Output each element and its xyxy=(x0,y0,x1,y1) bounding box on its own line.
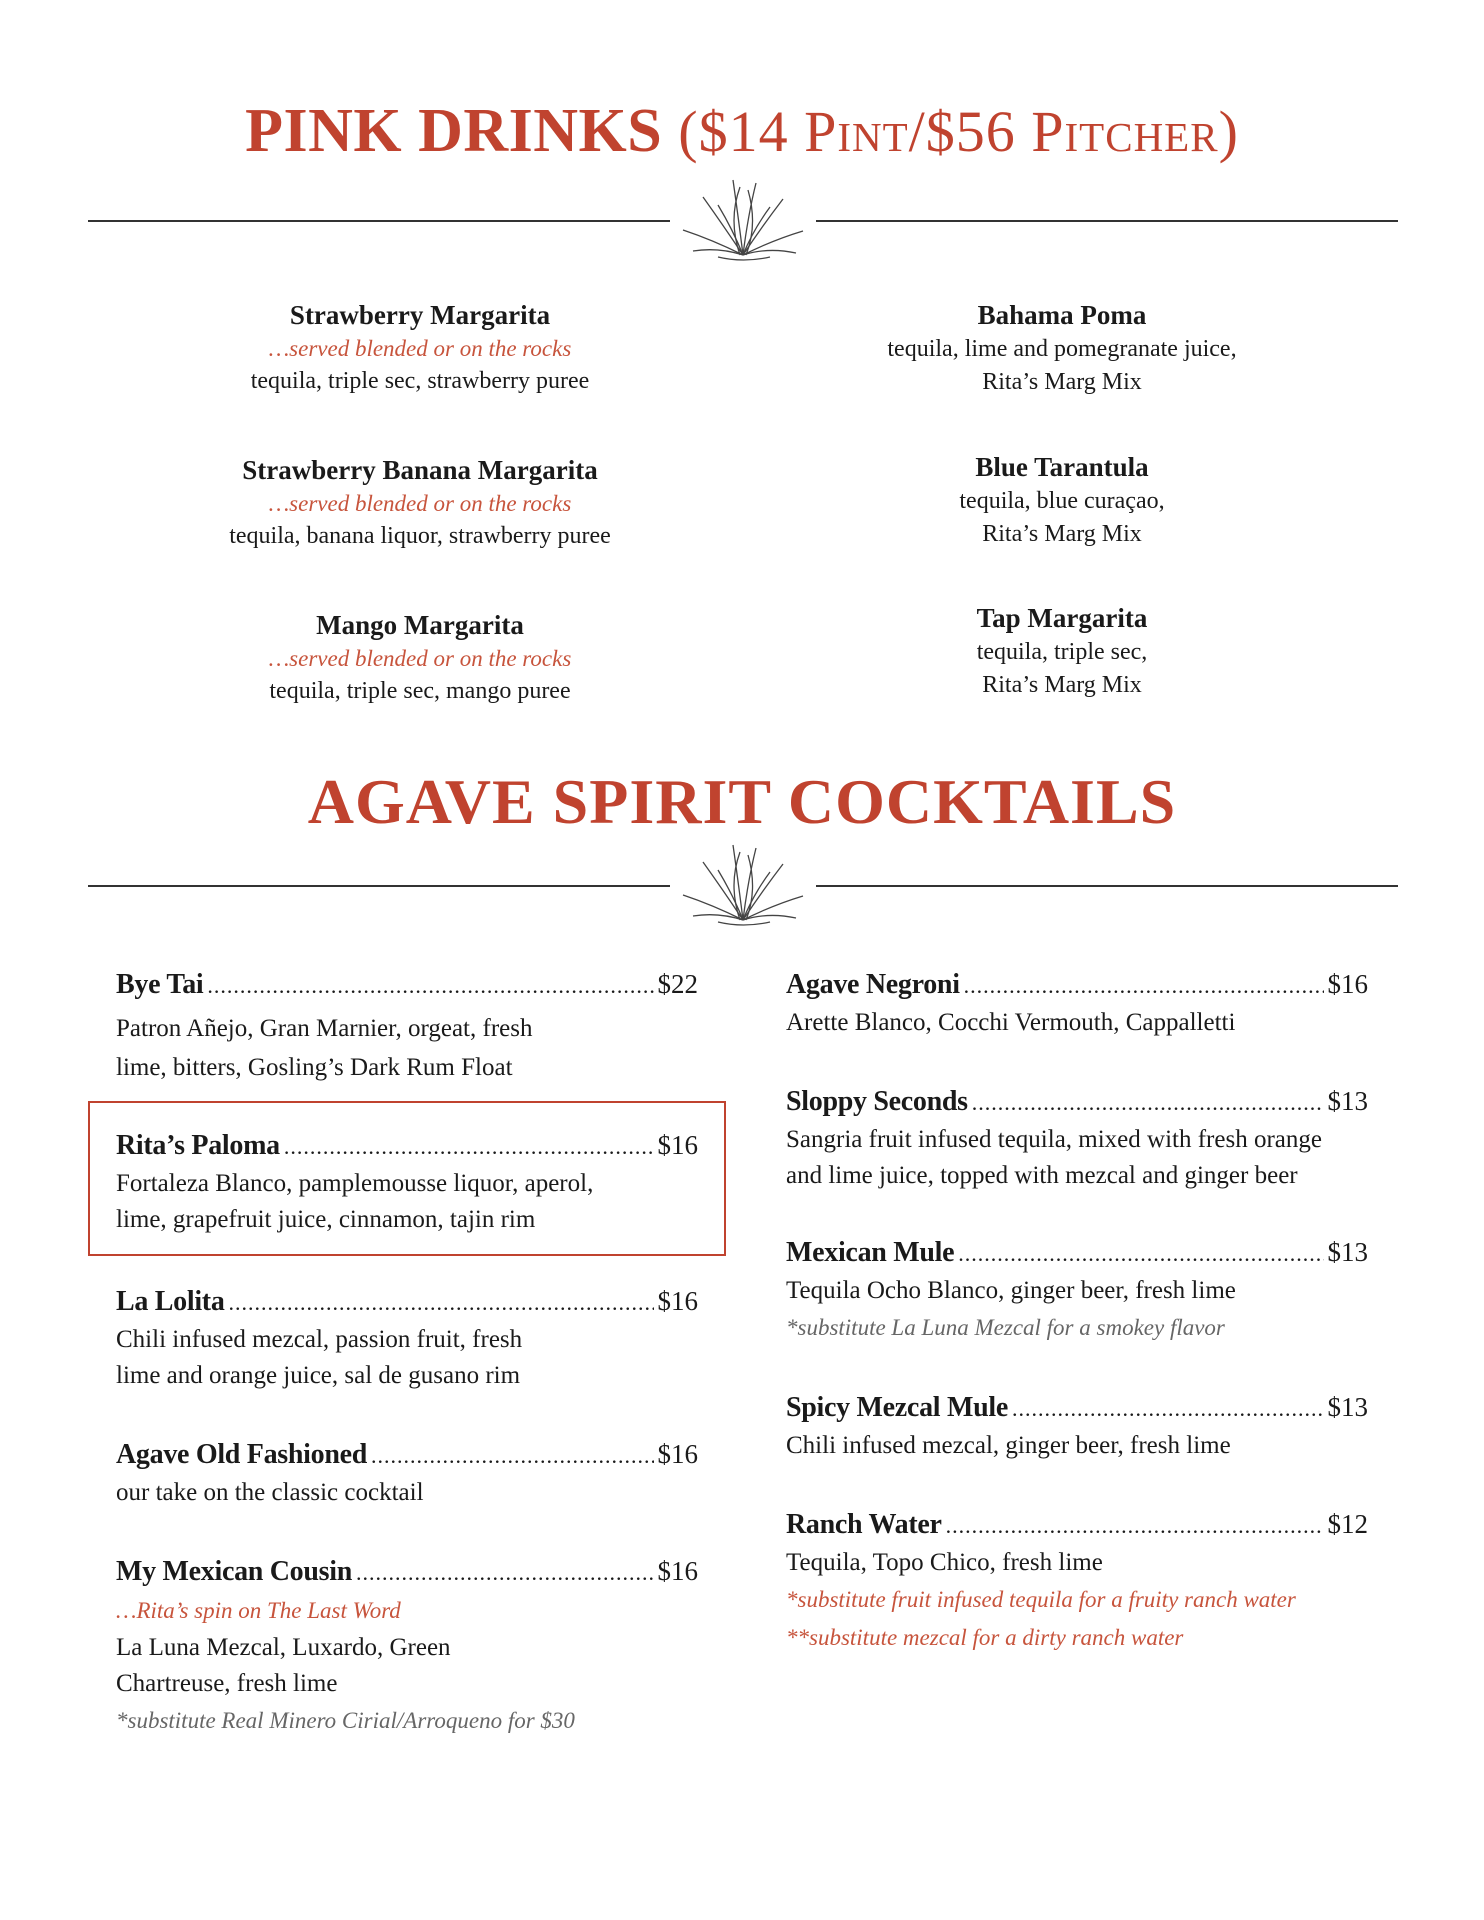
agave-plant-icon xyxy=(678,840,808,930)
item-description: tequila, banana liquor, strawberry puree xyxy=(229,523,611,549)
menu-item xyxy=(786,1233,1368,1347)
item-name: Ranch Water xyxy=(786,1509,942,1540)
item-name: La Lolita xyxy=(116,1286,225,1317)
dot-leader xyxy=(207,967,653,1005)
item-name: My Mexican Cousin xyxy=(116,1556,353,1587)
section-divider xyxy=(88,840,1398,930)
menu-item xyxy=(782,449,1342,551)
item-name: Strawberry Margarita xyxy=(289,300,551,330)
item-description: Chartreuse, fresh lime xyxy=(116,1670,338,1697)
dot-leader xyxy=(1012,1390,1324,1428)
menu-item xyxy=(116,1126,698,1238)
item-name: Bye Tai xyxy=(116,969,204,1000)
item-name: Blue Tarantula xyxy=(975,452,1149,482)
item-price: $13 xyxy=(1327,1392,1368,1422)
pink-drinks-title xyxy=(0,96,1484,167)
menu-item xyxy=(140,452,700,553)
divider-line-right xyxy=(816,220,1398,222)
item-name: Agave Old Fashioned xyxy=(116,1439,368,1470)
item-description: and lime juice, topped with mezcal and ginger beer xyxy=(786,1162,1298,1189)
agave-plant-icon xyxy=(678,175,808,265)
dot-leader xyxy=(958,1235,1323,1273)
item-name: Tap Margarita xyxy=(976,603,1148,633)
dot-leader xyxy=(964,967,1324,1005)
item-note: …served blended or on the rocks xyxy=(268,646,572,671)
divider-line-left xyxy=(88,885,670,887)
item-note: …served blended or on the rocks xyxy=(268,491,572,516)
dot-leader xyxy=(946,1507,1324,1545)
item-description: lime and orange juice, sal de gusano rim xyxy=(116,1362,521,1389)
menu-item xyxy=(782,297,1342,399)
menu-item xyxy=(116,1282,698,1394)
item-price: $13 xyxy=(1327,1237,1368,1267)
item-description: Chili infused mezcal, passion fruit, fresh xyxy=(116,1326,523,1353)
dot-leader xyxy=(284,1128,654,1166)
divider-line-right xyxy=(816,885,1398,887)
item-description: Patron Añejo, Gran Marnier, orgeat, fresh xyxy=(116,1015,533,1042)
menu-item xyxy=(140,607,700,708)
item-description: tequila, triple sec, xyxy=(976,639,1148,665)
item-note: …served blended or on the rocks xyxy=(268,336,572,361)
menu-item xyxy=(786,1082,1368,1194)
item-substitution: *substitute fruit infused tequila for a fruity ranch water xyxy=(786,1587,1296,1612)
item-description: tequila, blue curaçao, xyxy=(959,488,1165,514)
item-price: $22 xyxy=(657,969,698,999)
item-description: Fortaleza Blanco, pamplemousse liquor, aperol, xyxy=(116,1170,594,1197)
dot-leader xyxy=(356,1554,653,1592)
item-name: Strawberry Banana Margarita xyxy=(242,455,598,485)
agave-cocktails-title: AGAVE SPIRIT COCKTAILS xyxy=(307,766,1177,837)
item-price: $16 xyxy=(657,1556,698,1586)
item-substitution: *substitute La Luna Mezcal for a smokey flavor xyxy=(786,1315,1225,1340)
menu-item xyxy=(786,1505,1368,1657)
item-name: Agave Negroni xyxy=(786,969,960,1000)
menu-item xyxy=(116,1552,698,1740)
item-description: La Luna Mezcal, Luxardo, Green xyxy=(116,1634,451,1661)
item-price: $16 xyxy=(657,1286,698,1316)
item-description: Arette Blanco, Cocchi Vermouth, Cappalletti xyxy=(786,1009,1236,1036)
item-name: Mexican Mule xyxy=(786,1237,955,1268)
item-description: tequila, triple sec, mango puree xyxy=(269,678,571,704)
item-name: Spicy Mezcal Mule xyxy=(786,1392,1008,1423)
menu-item xyxy=(140,297,700,398)
item-name: Mango Margarita xyxy=(316,610,524,640)
menu-item xyxy=(116,965,698,1087)
pink-drinks-pricing: ($14 Pint/$56 Pitcher) xyxy=(678,99,1239,164)
item-price: $16 xyxy=(657,1130,698,1160)
item-description: tequila, triple sec, strawberry puree xyxy=(250,368,590,394)
item-description: tequila, lime and pomegranate juice, xyxy=(887,336,1237,362)
menu-item xyxy=(116,1435,698,1511)
item-substitution: *substitute Real Minero Cirial/Arroqueno for $30 xyxy=(116,1708,575,1733)
item-price: $12 xyxy=(1327,1509,1368,1539)
menu-item xyxy=(782,600,1342,702)
item-description: Rita’s Marg Mix xyxy=(982,521,1142,547)
dot-leader xyxy=(972,1084,1324,1122)
item-description: Tequila, Topo Chico, fresh lime xyxy=(786,1549,1103,1576)
item-price: $16 xyxy=(657,1439,698,1469)
section-divider xyxy=(88,175,1398,265)
item-name: Rita’s Paloma xyxy=(116,1130,280,1161)
item-description: Tequila Ocho Blanco, ginger beer, fresh lime xyxy=(786,1277,1236,1304)
item-description: our take on the classic cocktail xyxy=(116,1479,424,1506)
item-note: …Rita’s spin on The Last Word xyxy=(116,1598,401,1623)
pink-drinks-heading: PINK DRINKS xyxy=(245,97,663,165)
item-name: Bahama Poma xyxy=(977,300,1147,330)
dot-leader xyxy=(229,1284,654,1322)
item-description: Chili infused mezcal, ginger beer, fresh lime xyxy=(786,1432,1231,1459)
item-substitution: **substitute mezcal for a dirty ranch water xyxy=(786,1625,1184,1650)
menu-item xyxy=(786,965,1368,1041)
item-name: Sloppy Seconds xyxy=(786,1086,968,1117)
item-description: Rita’s Marg Mix xyxy=(982,369,1142,395)
dot-leader xyxy=(371,1437,653,1475)
item-description: Rita’s Marg Mix xyxy=(982,672,1142,698)
item-price: $13 xyxy=(1327,1086,1368,1116)
item-description: lime, bitters, Gosling’s Dark Rum Float xyxy=(116,1054,513,1081)
menu-item xyxy=(786,1388,1368,1464)
item-price: $16 xyxy=(1327,969,1368,999)
divider-line-left xyxy=(88,220,670,222)
item-description: Sangria fruit infused tequila, mixed with fresh orange xyxy=(786,1126,1322,1153)
item-description: lime, grapefruit juice, cinnamon, tajin rim xyxy=(116,1206,536,1233)
